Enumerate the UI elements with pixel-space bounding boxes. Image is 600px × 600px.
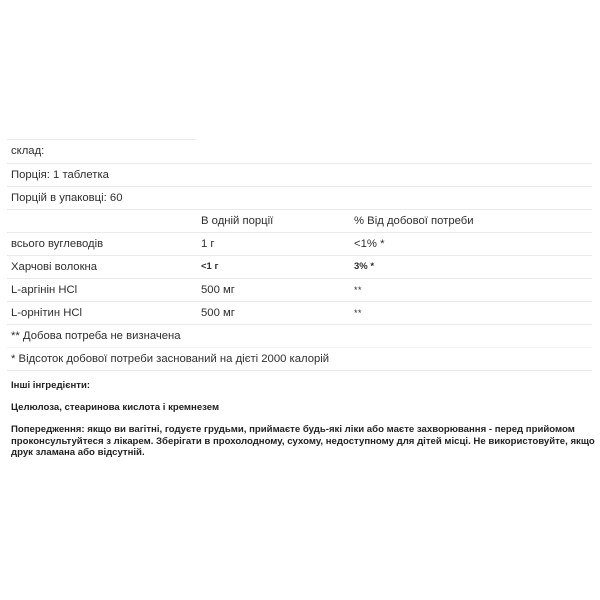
warning-text: Попередження: якщо ви вагітні, годуєте грудьми, приймаєте будь-які ліки або маєте захворювання - перед прийомом проконсультуйтеся з лікарем. Зберігати в прохолодному, сухому, недоступному для дітей місці. Не використовуйте, якщо друк зламана або відсутній. bbox=[11, 424, 595, 459]
table-row bbox=[7, 232, 592, 255]
nutrient-daily-value: ** bbox=[350, 278, 592, 301]
table-row-title bbox=[7, 140, 592, 163]
nutrient-daily-value: ** bbox=[350, 301, 592, 324]
table-header-row bbox=[7, 209, 592, 232]
nutrient-amount: 500 мг bbox=[197, 278, 350, 301]
nutrient-name: Харчові волокна bbox=[7, 255, 197, 278]
column-header-per-serving: В одній порції bbox=[197, 209, 350, 232]
composition-title: склад: bbox=[7, 140, 592, 163]
other-ingredients-heading: Інші інгредієнти: bbox=[11, 380, 91, 391]
footnote-row bbox=[7, 324, 592, 347]
nutrient-daily-value: <1% * bbox=[350, 232, 592, 255]
nutrient-name: всього вуглеводів bbox=[7, 232, 197, 255]
other-ingredients-list: Целюлоза, стеаринова кислота і кремнезем bbox=[11, 402, 220, 413]
nutrient-amount: 500 мг bbox=[197, 301, 350, 324]
footnote-row bbox=[7, 347, 592, 370]
table-row-serving-size bbox=[7, 163, 592, 186]
servings-per-container: Порцій в упаковці: 60 bbox=[7, 186, 592, 209]
table-row bbox=[7, 255, 592, 278]
supplement-facts-table bbox=[7, 140, 592, 371]
table-row-servings-per-container bbox=[7, 186, 592, 209]
nutrient-daily-value: 3% * bbox=[350, 255, 592, 278]
nutrient-amount: <1 г bbox=[197, 255, 350, 278]
nutrient-amount: 1 г bbox=[197, 232, 350, 255]
nutrient-name: L-аргінін HCl bbox=[7, 278, 197, 301]
nutrient-name: L-орнітин HCl bbox=[7, 301, 197, 324]
serving-size: Порція: 1 таблетка bbox=[7, 163, 592, 186]
footnote-daily-value-basis: * Відсоток добової потреби заснований на дієті 2000 калорій bbox=[7, 347, 592, 370]
footnote-not-established: ** Добова потреба не визначена bbox=[7, 324, 592, 347]
table-row bbox=[7, 301, 592, 324]
column-header-name bbox=[7, 209, 197, 232]
table-row bbox=[7, 278, 592, 301]
column-header-daily-value: % Від добової потреби bbox=[350, 209, 592, 232]
